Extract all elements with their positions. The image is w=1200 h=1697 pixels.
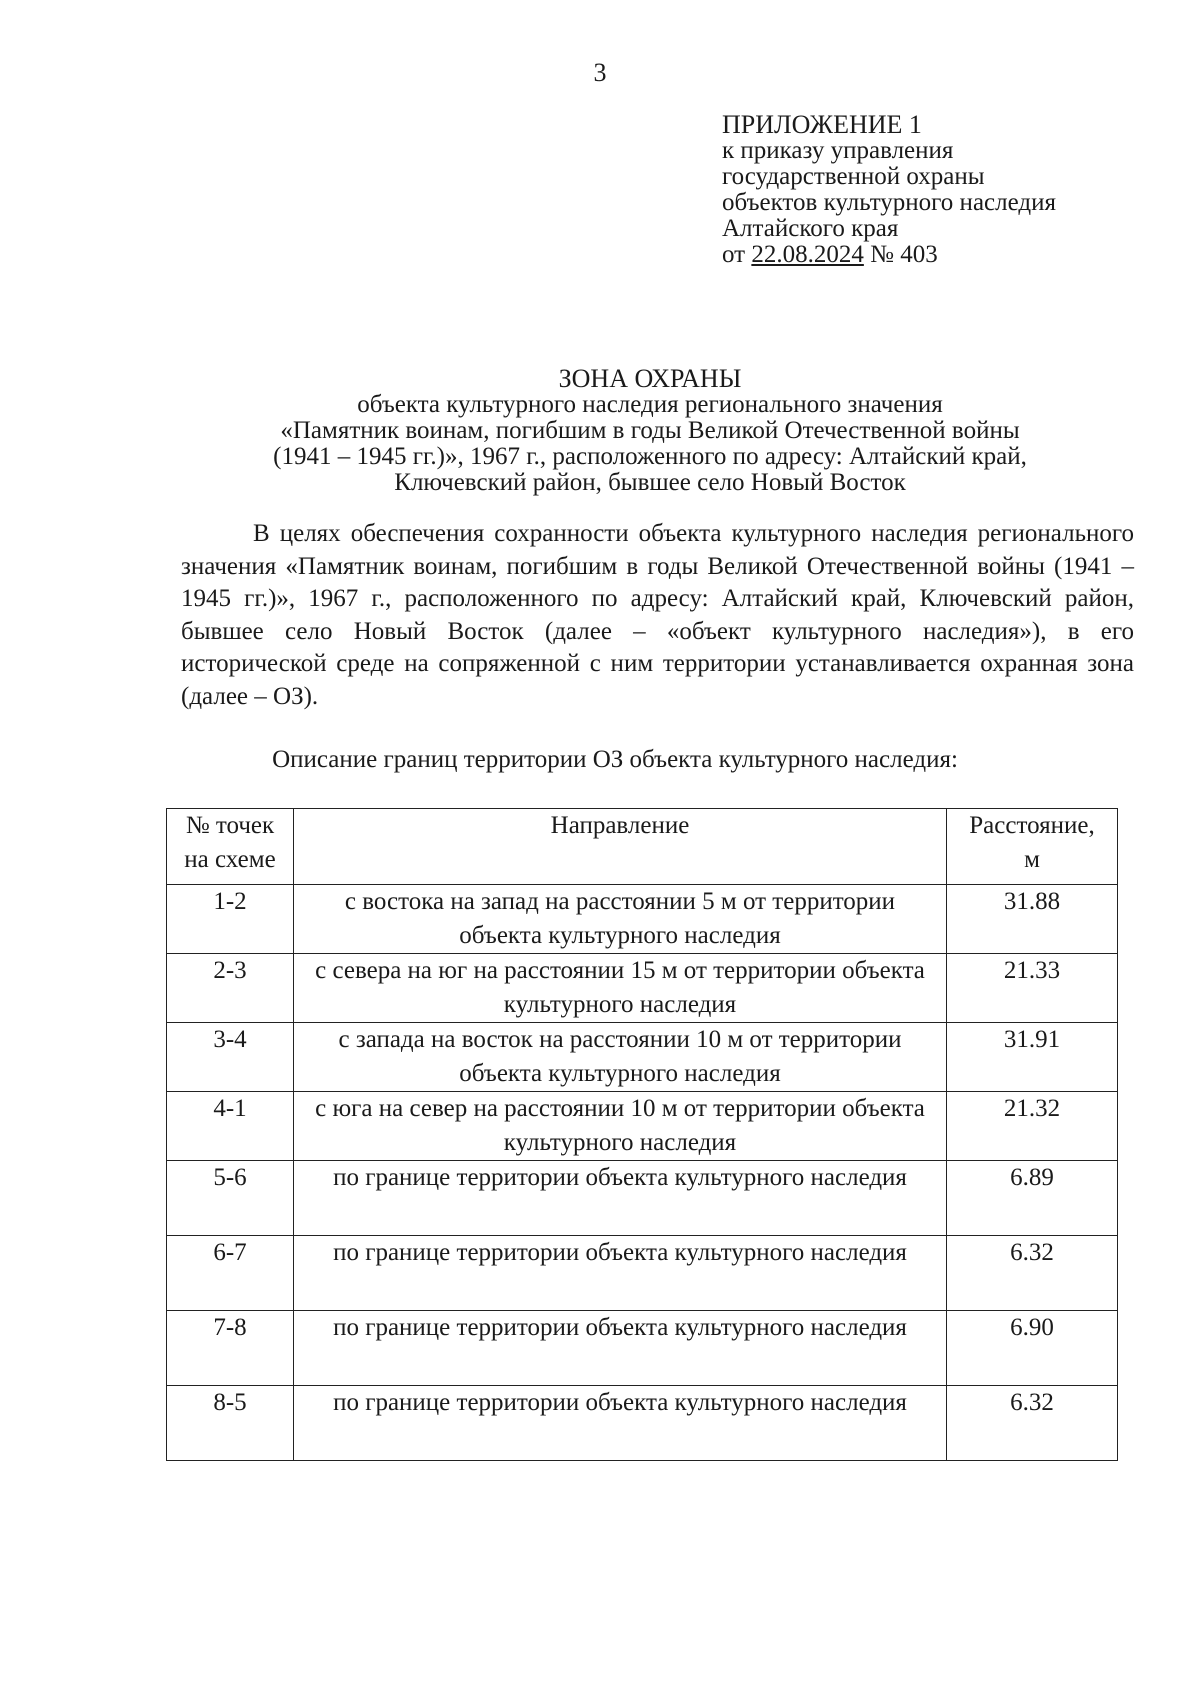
cell-points: 3-4 bbox=[167, 1023, 294, 1092]
heading-line: объекта культурного наследия регионального значения bbox=[357, 391, 943, 418]
cell-direction: с запада на восток на расстоянии 10 м от территории объекта культурного наследия bbox=[294, 1023, 947, 1092]
appendix-title: ПРИЛОЖЕНИЕ 1 bbox=[722, 110, 922, 139]
heading-line: Ключевский район, бывшее село Новый Восток bbox=[394, 469, 906, 496]
table-row bbox=[167, 954, 1118, 1023]
cell-direction: по границе территории объекта культурного наследия bbox=[294, 1236, 947, 1311]
appendix-line: объектов культурного наследия bbox=[722, 189, 1056, 216]
cell-points: 1-2 bbox=[167, 885, 294, 954]
appendix-line: государственной охраны bbox=[722, 163, 985, 190]
page-number: 3 bbox=[593, 58, 607, 87]
appendix-line: Алтайского края bbox=[722, 215, 899, 242]
header-direction: Направление bbox=[294, 809, 947, 885]
document-title: ЗОНА ОХРАНЫ bbox=[558, 364, 742, 393]
cell-direction: с юга на север на расстоянии 10 м от территории объекта культурного наследия bbox=[294, 1092, 947, 1161]
cell-points: 8-5 bbox=[167, 1386, 294, 1461]
document-heading bbox=[160, 366, 1140, 496]
cell-direction: по границе территории объекта культурного наследия bbox=[294, 1161, 947, 1236]
cell-distance: 6.89 bbox=[947, 1161, 1118, 1236]
header-distance bbox=[947, 809, 1118, 885]
cell-points: 5-6 bbox=[167, 1161, 294, 1236]
body-paragraph: В целях обеспечения сохранности объекта культурного наследия регионального значения «Памятник воинам, погибшим в годы Великой Отечественной войны (1941 – 1945 гг.)», 1967 г., расположенного по адресу: Алтайский край, Ключевский район, бывшее село Новый Восток (далее – «объект культурного наследия»), в его исторической среде на сопряженной с ним территории устанавливается охранная зона (далее – ОЗ). bbox=[181, 520, 1134, 710]
cell-distance: 31.91 bbox=[947, 1023, 1118, 1092]
boundary-table bbox=[166, 808, 1118, 1461]
table-row bbox=[167, 1386, 1118, 1461]
cell-points: 2-3 bbox=[167, 954, 294, 1023]
cell-distance: 6.90 bbox=[947, 1311, 1118, 1386]
appendix-line: к приказу управления bbox=[722, 137, 954, 164]
table-row bbox=[167, 885, 1118, 954]
cell-direction: с востока на запад на расстоянии 5 м от территории объекта культурного наследия bbox=[294, 885, 947, 954]
cell-direction: по границе территории объекта культурного наследия bbox=[294, 1386, 947, 1461]
cell-points: 6-7 bbox=[167, 1236, 294, 1311]
header-points-line1: № точек bbox=[185, 812, 275, 839]
cell-points: 4-1 bbox=[167, 1092, 294, 1161]
cell-direction: по границе территории объекта культурного наследия bbox=[294, 1311, 947, 1386]
table-caption: Описание границ территории ОЗ объекта культурного наследия: bbox=[272, 746, 958, 773]
table-row bbox=[167, 1092, 1118, 1161]
table-header-row bbox=[167, 809, 1118, 885]
order-number: № 403 bbox=[863, 241, 938, 268]
header-points-line2: на схеме bbox=[184, 846, 276, 873]
cell-distance: 6.32 bbox=[947, 1236, 1118, 1311]
table-row bbox=[167, 1236, 1118, 1311]
date-prefix: от bbox=[722, 241, 752, 268]
table-row bbox=[167, 1023, 1118, 1092]
header-distance-line1: Расстояние, bbox=[969, 812, 1095, 839]
cell-points: 7-8 bbox=[167, 1311, 294, 1386]
table-row bbox=[167, 1311, 1118, 1386]
header-distance-line2: м bbox=[1024, 846, 1040, 873]
order-date: 22.08.2024 bbox=[751, 241, 864, 268]
appendix-date-line bbox=[722, 242, 1056, 268]
cell-distance: 21.32 bbox=[947, 1092, 1118, 1161]
cell-distance: 31.88 bbox=[947, 885, 1118, 954]
heading-line: (1941 – 1945 гг.)», 1967 г., расположенного по адресу: Алтайский край, bbox=[273, 443, 1027, 470]
heading-line: «Памятник воинам, погибшим в годы Великой Отечественной войны bbox=[280, 417, 1020, 444]
cell-direction: с севера на юг на расстоянии 15 м от территории объекта культурного наследия bbox=[294, 954, 947, 1023]
table-row bbox=[167, 1161, 1118, 1236]
header-points bbox=[167, 809, 294, 885]
appendix-block bbox=[722, 112, 1056, 268]
cell-distance: 21.33 bbox=[947, 954, 1118, 1023]
cell-distance: 6.32 bbox=[947, 1386, 1118, 1461]
